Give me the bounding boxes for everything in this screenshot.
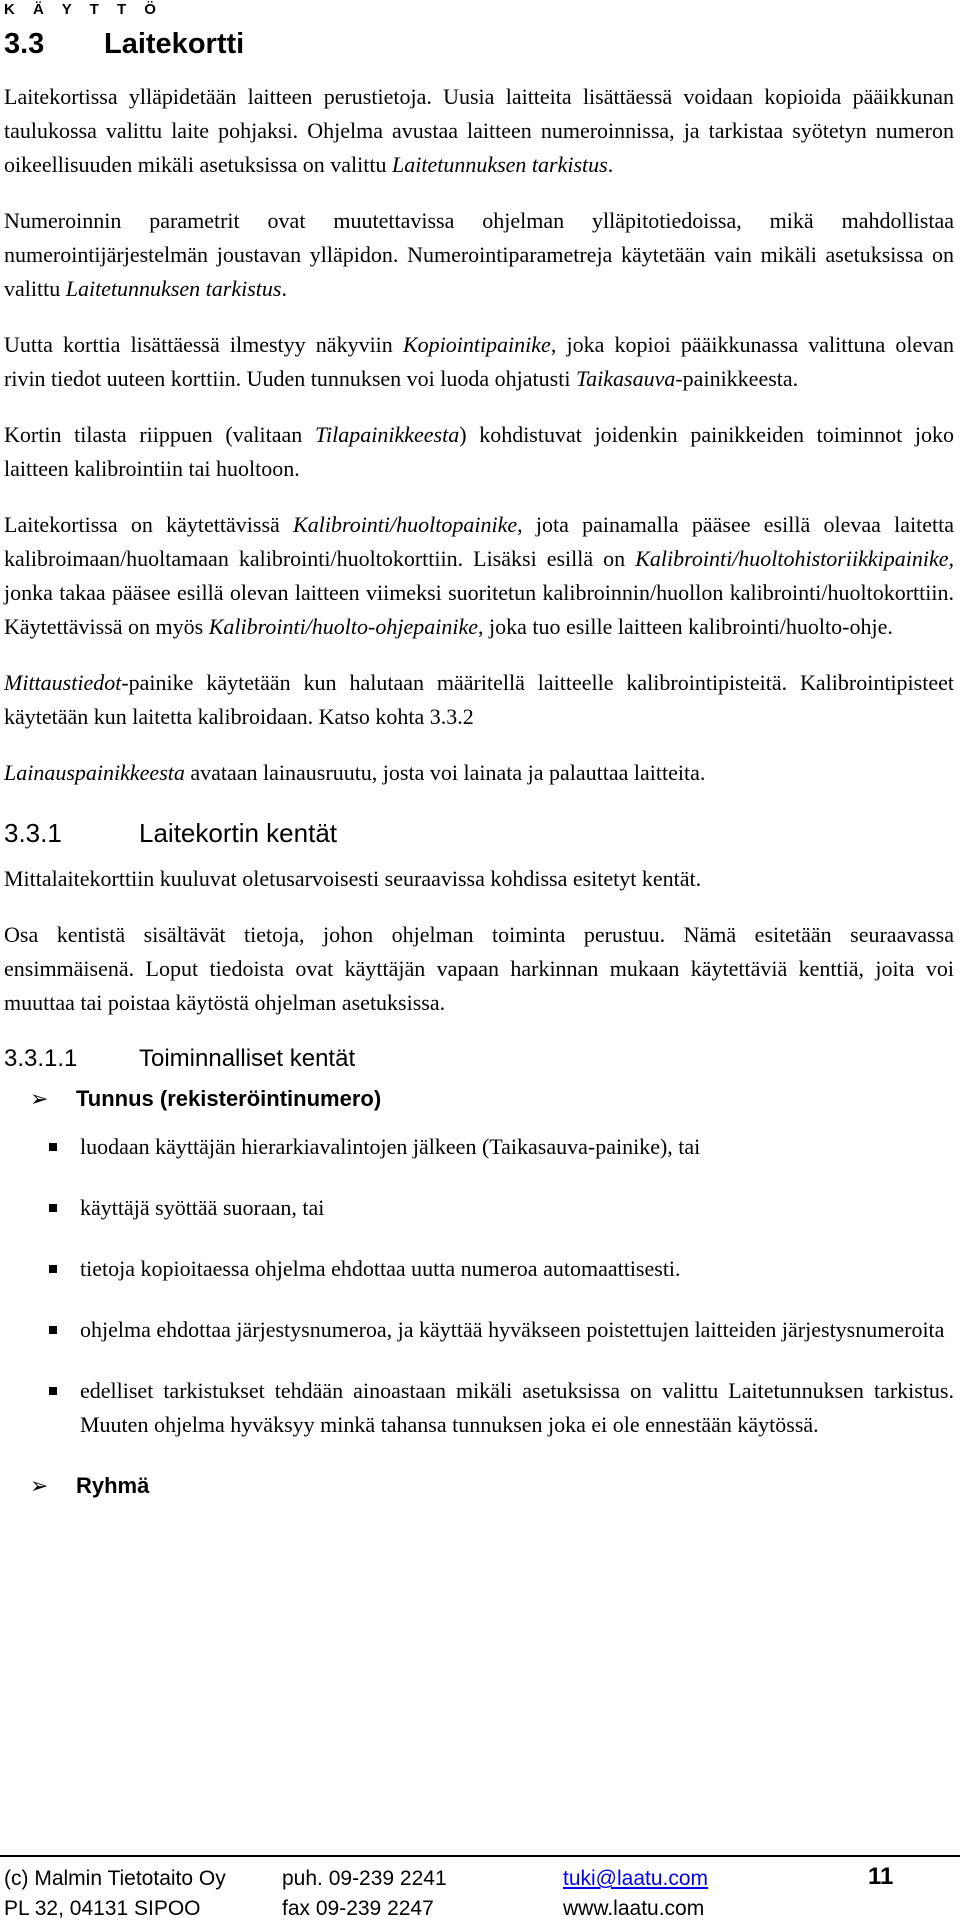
list-item-text: luodaan käyttäjän hierarkiavalintojen jälkeen (Taikasauva-painike), tai <box>80 1134 701 1159</box>
paragraph-new-card <box>4 328 954 396</box>
paragraph-intro <box>4 80 954 182</box>
page-number: 11 <box>868 1863 894 1890</box>
subsubsection-heading <box>4 1042 954 1076</box>
footer-divider <box>0 1855 960 1857</box>
paragraph-text: . <box>607 152 614 177</box>
footer-website: www.laatu.com <box>563 1897 705 1920</box>
field-heading-tunnus <box>4 1082 954 1116</box>
paragraph-text: Laitekortissa on käytettävissä <box>4 512 294 537</box>
paragraph-text: ) kohdistuvat joidenkin painikkeiden toiminnot joko laitteen kalibrointiin tai huoltoon. <box>4 422 954 481</box>
paragraph-text: , joka kopioi pääikkunassa valittuna olevan rivin tiedot uuteen korttiin. Uuden tunnuksen voi luoda ohjatusti <box>4 332 955 391</box>
paragraph-text: Numeroinnin parametrit ovat muutettavissa ohjelman ylläpitotiedoissa, mikä mahdollistaa numerointijärjestelmän joustavan ylläpidon. Numerointiparametreja käytetään vain mikäli asetuksissa on valittu <box>4 208 954 301</box>
list-item-text: edelliset tarkistukset tehdään ainoastaan mikäli asetuksissa on valittu Laitetunnuksen tarkistus. Muuten ohjelma hyväksyy minkä tahansa tunnuksen joka ei ole ennestään käytössä. <box>80 1378 954 1437</box>
paragraph-text: avataan lainausruutu, josta voi lainata ja palauttaa laitteita. <box>184 760 706 785</box>
field-heading-ryhma <box>4 1469 954 1503</box>
italic-term: Mittaustiedot <box>4 670 122 695</box>
paragraph-field-types: Osa kentistä sisältävät tietoja, johon ohjelman toiminta perustuu. Nämä esitetään seuraavassa ensimmäisenä. Loput tiedoista ovat käyttäjän vapaan harkinnan mukaan käytettäviä kenttiä, joita voi muuttaa tai poistaa käytöstä ohjelman asetuksissa. <box>4 922 954 1015</box>
italic-term: Laitetunnuksen tarkistus <box>65 276 282 301</box>
list-item-text: ohjelma ehdottaa järjestysnumeroa, ja käyttää hyväkseen poistettujen laitteiden järjestysnumeroita <box>80 1317 945 1342</box>
list-item-text: tietoja kopioitaessa ohjelma ehdottaa uutta numeroa automaattisesti. <box>80 1256 681 1281</box>
list-item <box>4 1374 954 1442</box>
footer-email-link[interactable]: tuki@laatu.com <box>563 1867 709 1890</box>
square-bullet-icon <box>49 1326 57 1334</box>
italic-term: Kopiointipainike <box>402 332 551 357</box>
subsection-number: 3.3.1 <box>4 818 62 848</box>
arrow-bullet-icon: ➢ <box>30 1086 49 1111</box>
paragraph-text: . <box>281 276 287 301</box>
italic-term: Taikasauva <box>575 366 676 391</box>
page-footer <box>0 1855 960 1925</box>
subsection-heading <box>4 816 954 850</box>
italic-term: Tilapainikkeesta <box>314 422 460 447</box>
paragraph-text: Uutta korttia lisättäessä ilmestyy näkyviin <box>4 332 403 357</box>
list-item-text: käyttäjä syöttää suoraan, tai <box>80 1195 325 1220</box>
paragraph-lending <box>4 756 954 790</box>
field-heading-label: Ryhmä <box>76 1473 150 1498</box>
list-item <box>4 1130 954 1164</box>
subsubsection-number: 3.3.1.1 <box>4 1045 78 1072</box>
italic-term: Lainauspainikkeesta <box>4 760 185 785</box>
footer-company: (c) Malmin Tietotaito Oy <box>4 1867 226 1890</box>
paragraph-text: , jota painamalla pääsee esillä olevaa laitetta kalibroimaan/huoltamaan kalibrointi/huoltokorttiin. Lisäksi esillä on <box>4 512 954 571</box>
paragraph-calibration-buttons <box>4 508 954 644</box>
square-bullet-icon <box>49 1387 57 1395</box>
document-body <box>4 80 954 1517</box>
field-heading-label: Tunnus (rekisteröintinumero) <box>76 1086 382 1111</box>
footer-phone: puh. 09-239 2241 <box>282 1867 447 1890</box>
chapter-header-label: K Ä Y T T Ö <box>4 1 163 18</box>
italic-term: Laitetunnuksen tarkistus <box>392 152 608 177</box>
paragraph-numbering <box>4 204 954 306</box>
square-bullet-icon <box>49 1265 57 1273</box>
list-item <box>4 1191 954 1225</box>
paragraph-measurement-data <box>4 666 954 734</box>
paragraph-card-state <box>4 418 954 486</box>
footer-fax: fax 09-239 2247 <box>282 1897 434 1920</box>
list-item <box>4 1313 954 1347</box>
list-item <box>4 1252 954 1286</box>
paragraph-text: , joka tuo esille laitteen kalibrointi/huolto-ohje. <box>477 614 893 639</box>
arrow-bullet-icon: ➢ <box>30 1473 49 1498</box>
section-title: Laitekortti <box>104 28 245 60</box>
paragraph-text: Laitekortissa ylläpidetään laitteen perustietoja. Uusia laitteita lisättäessä voidaan kopioida pääikkunan taulukossa valittu laite pohjaksi. Ohjelma avustaa laitteen numeroinnissa, ja tarkistaa syötetyn numeron oikeellisuuden mikäli asetuksissa on valittu <box>4 84 954 177</box>
subsection-title: Laitekortin kentät <box>139 818 338 848</box>
subsubsection-title: Toiminnalliset kentät <box>139 1045 356 1072</box>
bullet-list <box>4 1130 954 1442</box>
paragraph-default-fields: Mittalaitekorttiin kuuluvat oletusarvoisesti seuraavissa kohdissa esitetyt kentät. <box>4 866 702 891</box>
square-bullet-icon <box>49 1204 57 1212</box>
paragraph-text: -painike käytetään kun halutaan määritellä laitteelle kalibrointipisteitä. Kalibrointipisteet käytetään kun laitetta kalibroidaan. Katso kohta 3.3.2 <box>4 670 954 729</box>
paragraph-text: Kortin tilasta riippuen (valitaan <box>4 422 315 447</box>
footer-address: PL 32, 04131 SIPOO <box>4 1897 201 1920</box>
section-heading <box>4 26 244 62</box>
paragraph-text: , jonka takaa pääsee esillä olevan laitteen viimeksi suoritetun kalibroinnin/huollon kalibrointi/huoltokorttiin. Käytettävissä on myös <box>4 546 954 639</box>
italic-term: Kalibrointi/huoltopainike <box>293 512 518 537</box>
section-number: 3.3 <box>4 28 45 60</box>
italic-term: Kalibrointi/huolto-ohjepainike <box>208 614 478 639</box>
square-bullet-icon <box>49 1143 57 1151</box>
paragraph-text: -painikkeesta. <box>675 366 799 391</box>
italic-term: Kalibrointi/huoltohistoriikkipainike <box>635 546 949 571</box>
